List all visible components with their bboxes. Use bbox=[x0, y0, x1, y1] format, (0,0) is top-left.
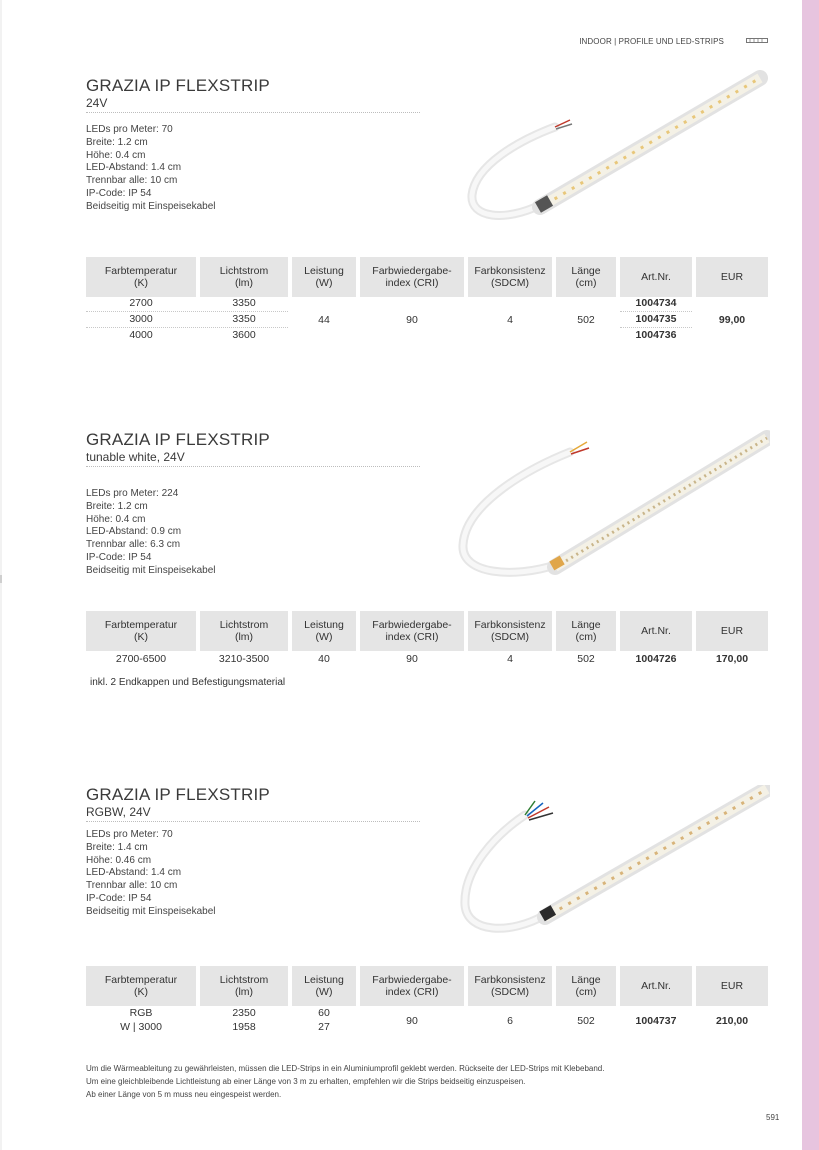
product-subtitle: RGBW, 24V bbox=[86, 805, 151, 819]
cell-art-nr: 1004736 bbox=[635, 329, 677, 341]
cell-lumen: 3350 bbox=[232, 313, 256, 325]
th-length: Länge (cm) bbox=[556, 611, 616, 651]
th-color-temp: Farbtemperatur (K) bbox=[86, 257, 196, 297]
th-sdcm: Farbkonsistenz (SDCM) bbox=[468, 257, 552, 297]
th-length: Länge (cm) bbox=[556, 966, 616, 1006]
footer-note: Um die Wärmeableitung zu gewährleisten, müssen die LED-Strips in ein Aluminiumprofil geklebt werden. Rückseite der LED-Strips mit Klebeband. bbox=[86, 1064, 605, 1073]
spec-list bbox=[86, 829, 216, 919]
footer-notes bbox=[86, 1062, 604, 1101]
th-cri: Farbwiedergabe- index (CRI) bbox=[360, 257, 464, 297]
product-note: inkl. 2 Endkappen und Befestigungsmaterial bbox=[90, 677, 286, 688]
spec-item: Höhe: 0.4 cm bbox=[86, 513, 146, 525]
cell-power: 60 bbox=[318, 1007, 330, 1019]
th-cri: Farbwiedergabe- index (CRI) bbox=[360, 966, 464, 1006]
product-subtitle: tunable white, 24V bbox=[86, 450, 185, 464]
cell-temp: W | 3000 bbox=[120, 1021, 162, 1033]
side-color-bar bbox=[802, 0, 819, 1150]
th-color-temp: Farbtemperatur (K) bbox=[86, 611, 196, 651]
page-number: 591 bbox=[766, 1113, 780, 1122]
cell-lumen: 3600 bbox=[232, 329, 256, 341]
table-header bbox=[86, 611, 768, 651]
spec-item: LEDs pro Meter: 224 bbox=[86, 488, 179, 499]
cell-cri: 90 bbox=[406, 653, 418, 665]
spec-item: Beidseitig mit Einspeisekabel bbox=[86, 905, 216, 917]
product-title: GRAZIA IP FLEXSTRIP bbox=[86, 785, 270, 804]
spec-item: Beidseitig mit Einspeisekabel bbox=[86, 564, 216, 576]
spec-item: LED-Abstand: 1.4 cm bbox=[86, 867, 182, 879]
cell-length: 502 bbox=[577, 1015, 595, 1027]
th-eur: EUR bbox=[696, 966, 768, 1006]
th-sdcm: Farbkonsistenz (SDCM) bbox=[468, 611, 552, 651]
cell-art-nr: 1004726 bbox=[635, 653, 677, 665]
spec-item: LEDs pro Meter: 70 bbox=[86, 829, 173, 840]
spec-list bbox=[86, 488, 216, 578]
th-eur: EUR bbox=[696, 257, 768, 297]
cell-art-nr: 1004735 bbox=[635, 313, 677, 325]
spec-item: LED-Abstand: 1.4 cm bbox=[86, 162, 182, 174]
cell-lumen: 1958 bbox=[232, 1021, 256, 1033]
th-sdcm: Farbkonsistenz (SDCM) bbox=[468, 966, 552, 1006]
th-luminous-flux: Lichtstrom (lm) bbox=[200, 257, 288, 297]
cell-lumen: 3210-3500 bbox=[218, 653, 270, 665]
title-divider bbox=[86, 821, 420, 822]
cell-sdcm: 4 bbox=[507, 653, 513, 665]
cell-price: 99,00 bbox=[718, 314, 746, 326]
cell-sdcm: 4 bbox=[507, 314, 513, 326]
product-table-2 bbox=[86, 611, 768, 671]
spec-item: IP-Code: IP 54 bbox=[86, 187, 152, 199]
cell-cri: 90 bbox=[406, 1015, 418, 1027]
th-luminous-flux: Lichtstrom (lm) bbox=[200, 611, 288, 651]
spec-list bbox=[86, 124, 216, 214]
led-strip-icon bbox=[746, 38, 768, 43]
cell-temp: RGB bbox=[129, 1007, 153, 1019]
cell-lumen: 2350 bbox=[232, 1007, 256, 1019]
th-power: Leistung (W) bbox=[292, 611, 356, 651]
cell-temp: 4000 bbox=[129, 329, 153, 341]
spec-item: LED-Abstand: 0.9 cm bbox=[86, 526, 182, 538]
cell-art-nr: 1004737 bbox=[635, 1015, 677, 1027]
th-art-nr: Art.Nr. bbox=[620, 611, 692, 651]
spec-item: Breite: 1.2 cm bbox=[86, 136, 148, 148]
cell-temp: 3000 bbox=[129, 313, 153, 325]
th-power: Leistung (W) bbox=[292, 257, 356, 297]
spec-item: Breite: 1.2 cm bbox=[86, 500, 148, 512]
page-header: INDOOR | PROFILE UND LED-STRIPS bbox=[579, 37, 724, 46]
cell-temp: 2700-6500 bbox=[115, 653, 167, 665]
left-edge-tick bbox=[0, 575, 2, 583]
cell-lumen: 3350 bbox=[232, 297, 256, 309]
cell-price: 210,00 bbox=[715, 1015, 749, 1027]
row-divider bbox=[620, 327, 692, 328]
spec-item: Trennbar alle: 10 cm bbox=[86, 175, 178, 187]
spec-item: Höhe: 0.4 cm bbox=[86, 149, 146, 161]
cell-length: 502 bbox=[577, 653, 595, 665]
title-divider bbox=[86, 466, 420, 467]
row-divider bbox=[620, 311, 692, 312]
cell-sdcm: 6 bbox=[507, 1015, 513, 1027]
row-divider bbox=[86, 327, 288, 328]
spec-item: Höhe: 0.46 cm bbox=[86, 854, 152, 866]
product-subtitle: 24V bbox=[86, 96, 108, 110]
cell-length: 502 bbox=[577, 314, 595, 326]
row-divider bbox=[86, 311, 288, 312]
spec-item: Trennbar alle: 6.3 cm bbox=[86, 539, 181, 551]
cell-temp: 2700 bbox=[129, 297, 153, 309]
th-art-nr: Art.Nr. bbox=[620, 966, 692, 1006]
cell-art-nr: 1004734 bbox=[635, 297, 677, 309]
title-divider bbox=[86, 112, 420, 113]
cell-power: 44 bbox=[318, 314, 330, 326]
th-luminous-flux: Lichtstrom (lm) bbox=[200, 966, 288, 1006]
spec-item: Trennbar alle: 10 cm bbox=[86, 880, 178, 892]
spec-item: IP-Code: IP 54 bbox=[86, 892, 152, 904]
th-eur: EUR bbox=[696, 611, 768, 651]
footer-note: Um eine gleichbleibende Lichtleistung ab einer Länge von 3 m zu erhalten, empfehlen wir die Strips beidseitig einzuspeisen. bbox=[86, 1077, 526, 1086]
product-table-1 bbox=[86, 257, 768, 347]
spec-item: LEDs pro Meter: 70 bbox=[86, 124, 173, 135]
led-strip-image bbox=[455, 785, 770, 945]
product-title: GRAZIA IP FLEXSTRIP bbox=[86, 430, 270, 449]
product-table-3 bbox=[86, 966, 768, 1041]
table-header bbox=[86, 966, 768, 1006]
th-cri: Farbwiedergabe- index (CRI) bbox=[360, 611, 464, 651]
footer-note: Ab einer Länge von 5 m muss neu eingespeist werden. bbox=[86, 1090, 282, 1099]
th-art-nr: Art.Nr. bbox=[620, 257, 692, 297]
cell-power: 40 bbox=[318, 653, 330, 665]
th-color-temp: Farbtemperatur (K) bbox=[86, 966, 196, 1006]
cell-cri: 90 bbox=[406, 314, 418, 326]
spec-item: IP-Code: IP 54 bbox=[86, 551, 152, 563]
led-strip-image bbox=[460, 70, 770, 230]
table-header bbox=[86, 257, 768, 297]
led-strip-image bbox=[455, 430, 770, 590]
th-length: Länge (cm) bbox=[556, 257, 616, 297]
th-power: Leistung (W) bbox=[292, 966, 356, 1006]
spec-item: Beidseitig mit Einspeisekabel bbox=[86, 200, 216, 212]
cell-power: 27 bbox=[318, 1021, 330, 1033]
product-title: GRAZIA IP FLEXSTRIP bbox=[86, 76, 270, 95]
cell-price: 170,00 bbox=[715, 653, 749, 665]
spec-item: Breite: 1.4 cm bbox=[86, 841, 148, 853]
